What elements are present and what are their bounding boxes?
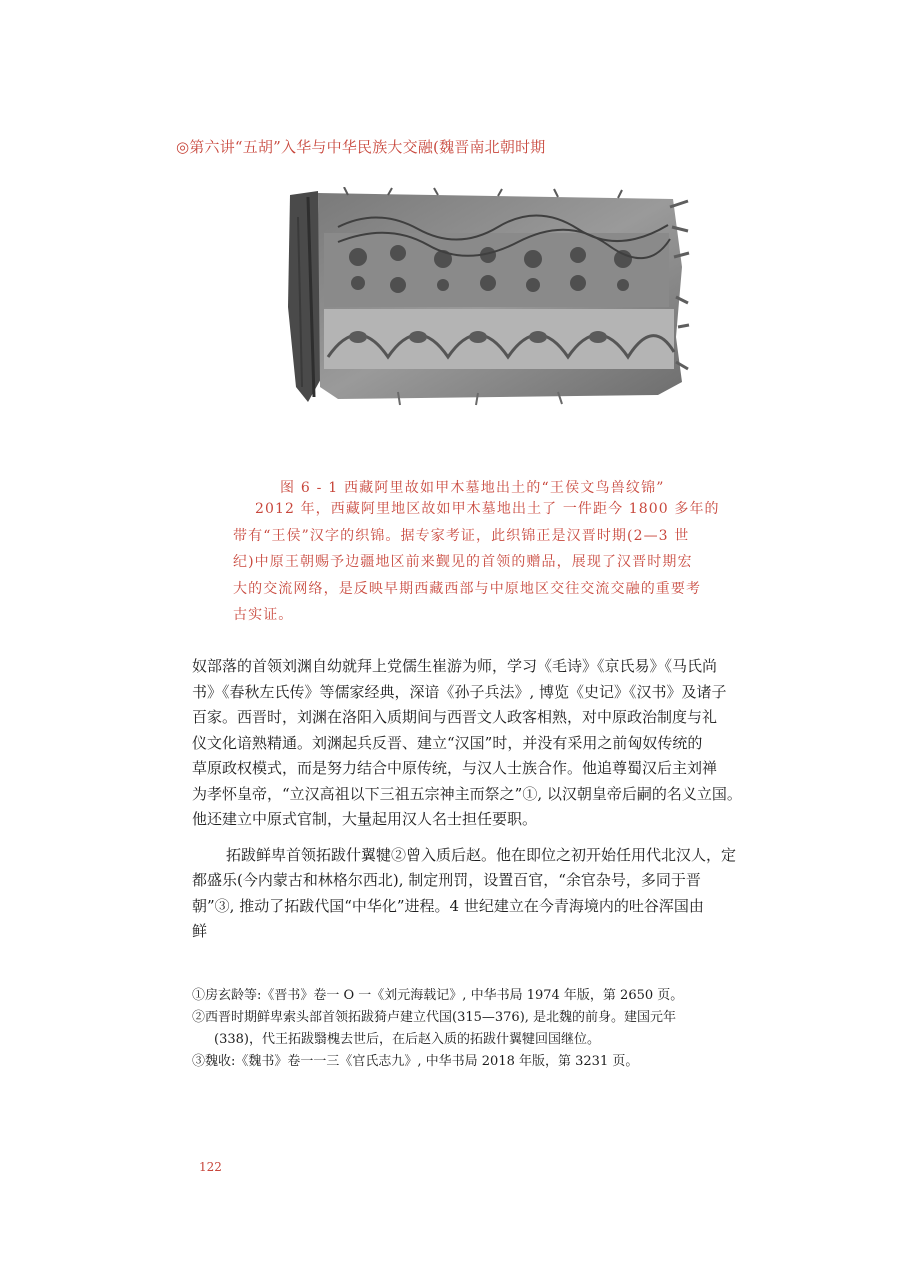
figure-caption: 图 6 - 1 西藏阿里故如甲木墓地出土的“王侯文鸟兽纹锦” (280, 480, 665, 496)
description-line: 大的交流网络，是反映早期西藏西部与中原地区交往交流交融的重要考 (233, 580, 702, 597)
body-line: 拓跋鲜卑首领拓跋什翼犍②曾入质后赵。他在即位之初开始任用代北汉人，定 (226, 845, 737, 864)
body-line: 草原政权模式，而是努力结合中原传统，与汉人士族合作。他追尊蜀汉后主刘禅 (192, 759, 718, 777)
footnotes (192, 985, 772, 1073)
paragraph-2 (192, 843, 772, 945)
body-line: 他还建立中原式官制，大量起用汉人名士担任要职。 (192, 810, 538, 828)
running-header: ◎第六讲“五胡”入华与中华民族大交融(魏晋南北朝时期 (176, 138, 546, 156)
brocade-photo (278, 187, 690, 407)
figure-description (233, 496, 753, 629)
description-line: 带有“王侯”汉字的织锦。据专家考证，此织锦正是汉晋时期(2—3 世 (233, 527, 690, 544)
paragraph-1 (192, 654, 772, 833)
page-number: 122 (199, 1160, 222, 1174)
body-text (192, 654, 772, 945)
body-line: 都盛乐(今内蒙古和林格尔西北), 制定刑罚，设置百官，“余官杂号，多同于晋 (192, 871, 701, 889)
body-line: 奴部落的首领刘渊自幼就拜上党儒生崔游为师，学习《毛诗》《京氏易》《马氏尚 (192, 657, 718, 675)
body-line: 书》《春秋左氏传》等儒家经典，深谙《孙子兵法》, 博览《史记》《汉书》及诸子 (192, 682, 727, 701)
footnote-1: ①房玄龄等:《晋书》卷一 O 一《刘元海载记》, 中华书局 1974 年版，第 2650 页。 (192, 988, 684, 1003)
body-line: 仪文化谙熟精通。刘渊起兵反晋、建立“汉国”时，并没有采用之前匈奴传统的 (192, 733, 703, 752)
description-line: 2012 年，西藏阿里地区故如甲木墓地出土了 一件距今 1800 多年的 (255, 501, 720, 517)
body-line: 朝”③, 推动了拓跋代国“中华化”进程。4 世纪建立在今青海境内的吐谷浑国由 (192, 896, 704, 915)
body-line: 鲜 (192, 922, 208, 940)
description-line: 古实证。 (233, 607, 294, 623)
footnote-2: ②西晋时期鲜卑索头部首领拓跋猗卢建立代国(315—376), 是北魏的前身。建国元年 (192, 1010, 677, 1025)
body-line: 百家。西晋时，刘渊在洛阳入质期间与西晋文人政客相熟，对中原政治制度与礼 (192, 708, 718, 726)
footnote-3: ③魏收:《魏书》卷一一三《官氏志九》, 中华书局 2018 年版，第 3231 页。 (192, 1054, 639, 1069)
description-line: 纪)中原王朝赐予边疆地区前来觐见的首领的赠品，展现了汉晋时期宏 (233, 554, 693, 570)
body-line: 为孝怀皇帝，“立汉高祖以下三祖五宗神主而祭之”①, 以汉朝皇帝后嗣的名义立国。 (192, 784, 742, 803)
footnote-2-continued: (338)，代王拓跋翳槐去世后，在后赵入质的拓跋什翼犍回国继位。 (214, 1032, 600, 1047)
